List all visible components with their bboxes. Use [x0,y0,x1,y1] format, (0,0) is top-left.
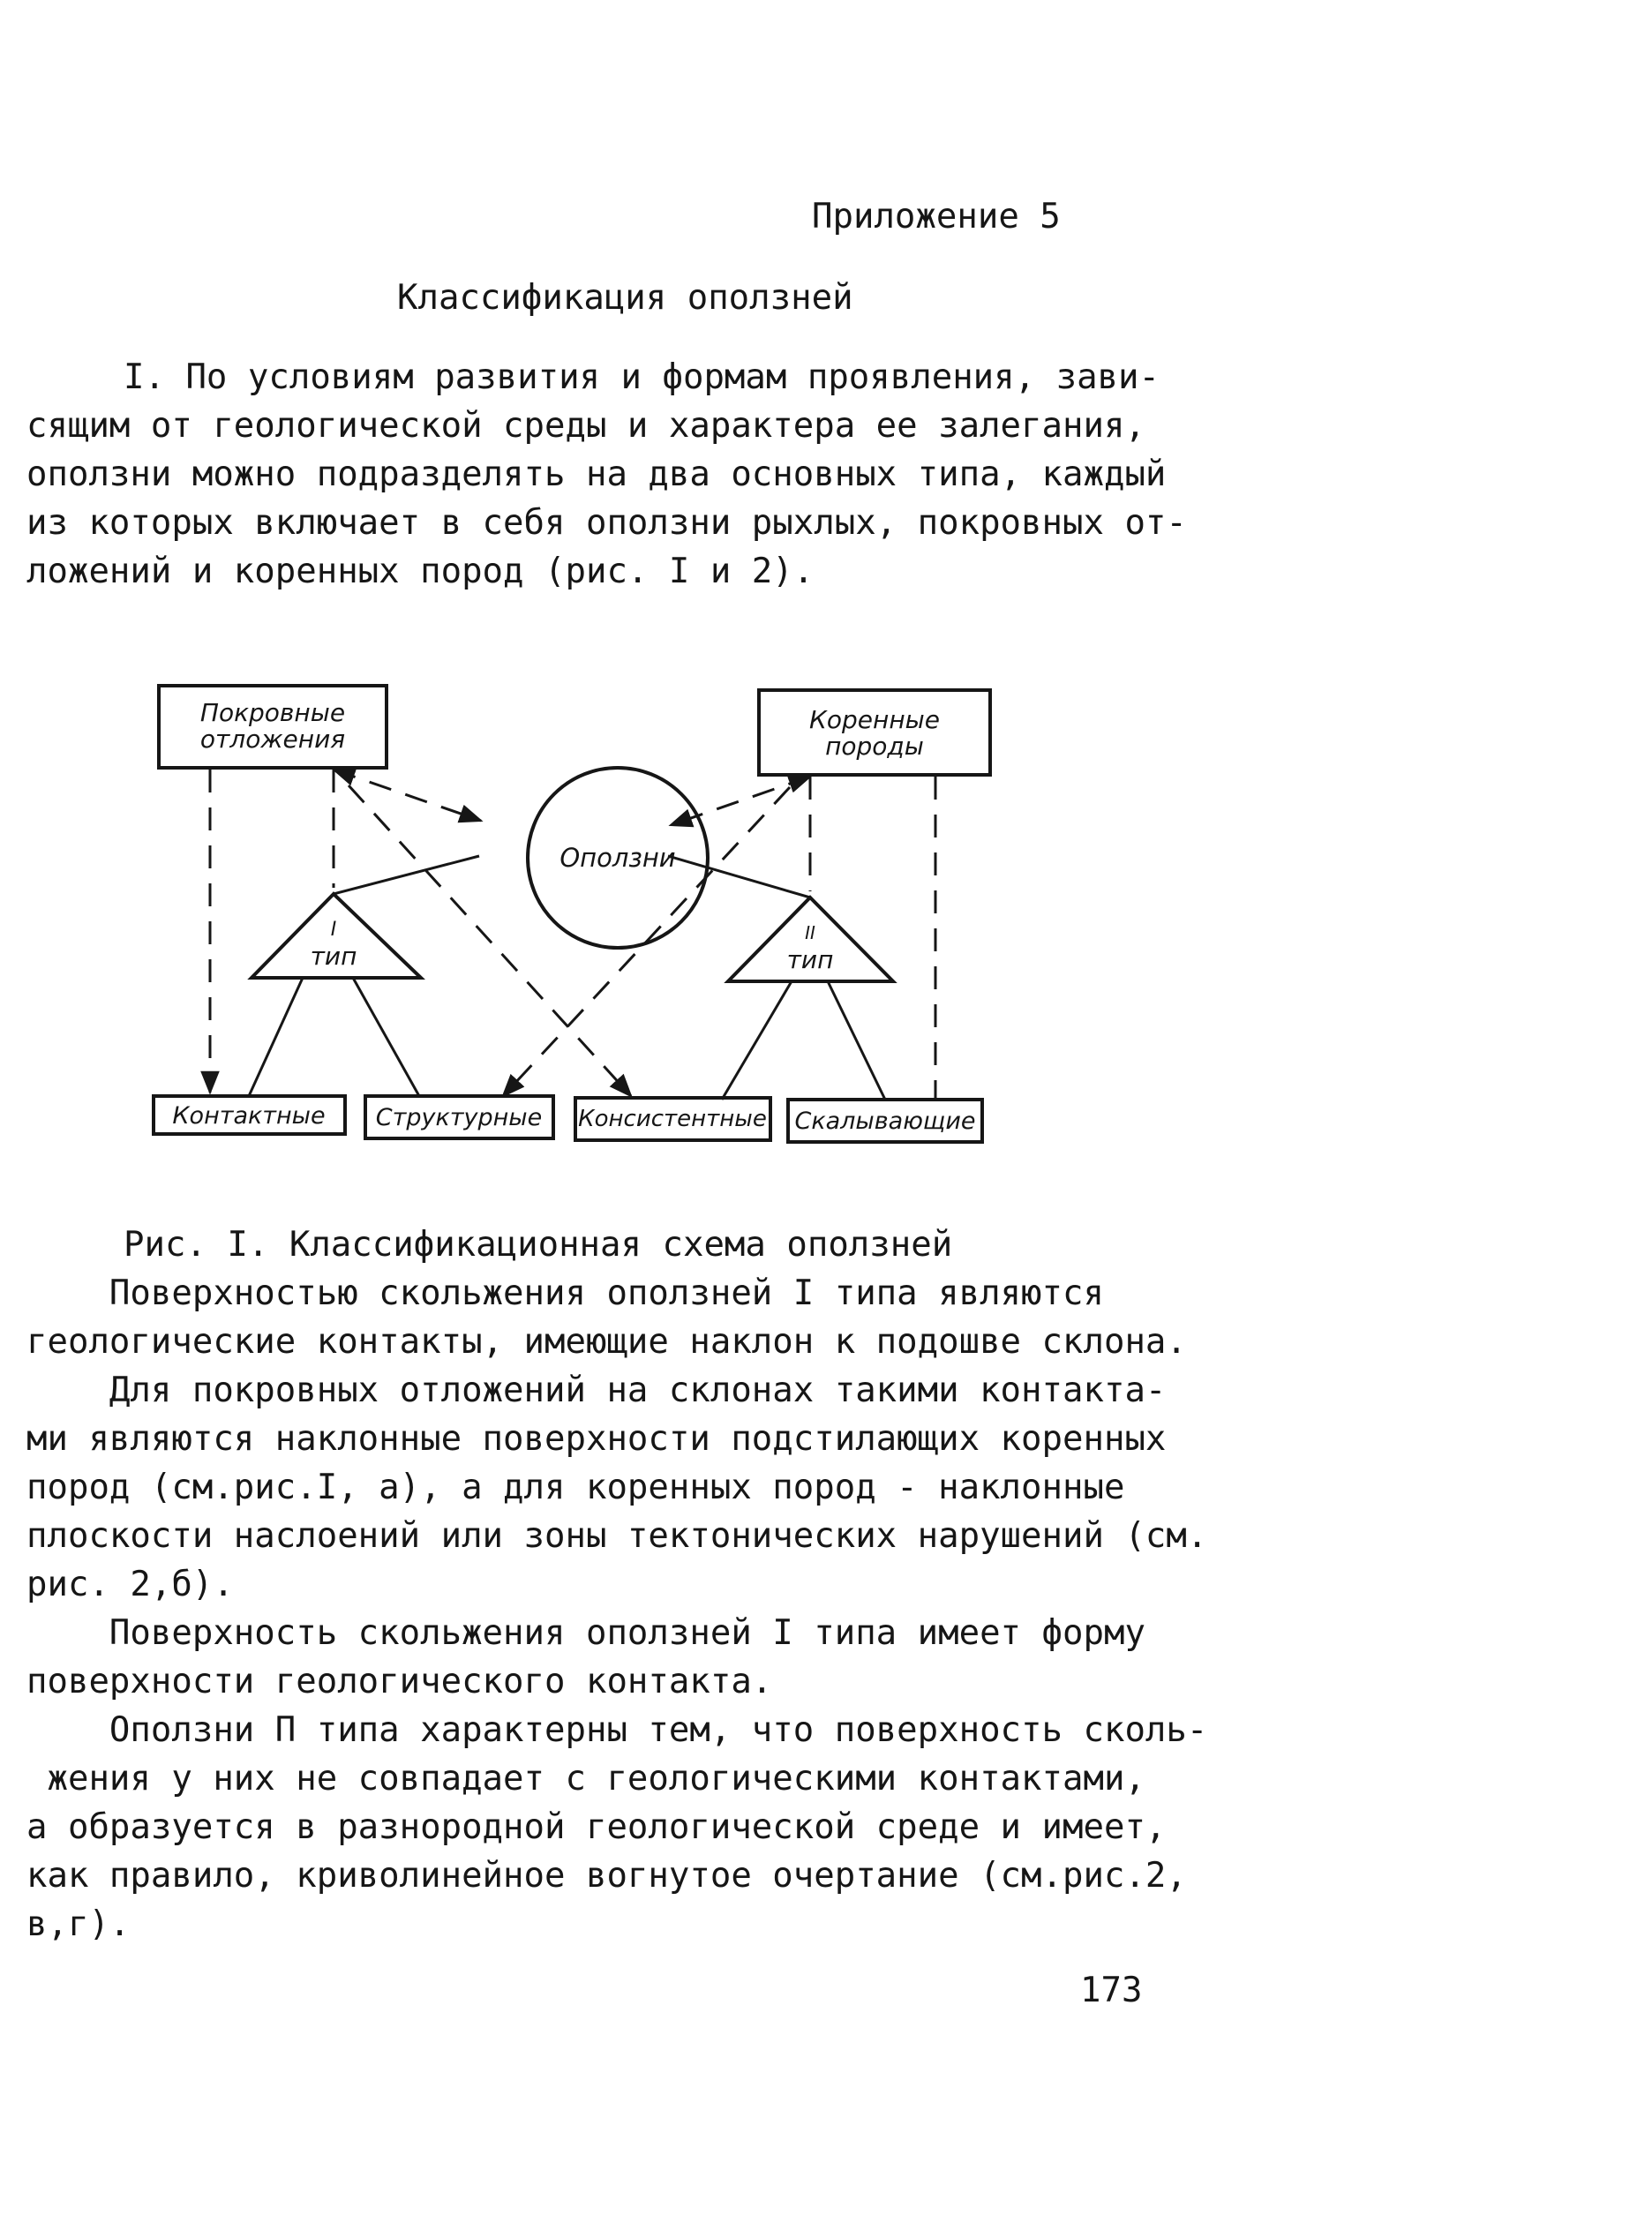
intro-line: сящим от геологической среды и характера ее залегания, [26,406,1145,446]
body-line: в,г). [26,1904,131,1944]
figure-caption: Рис. I. Классификационная схема оползней [124,1225,953,1265]
body-line: пород (см.рис.I, а), а для коренных пород - наклонные [26,1468,1125,1507]
cover-deposits-label: Покровные [199,698,346,727]
body-line: геологические контакты, имеющие наклон к подошве склона. [26,1322,1187,1362]
intro-line: из которых включает в себя оползни рыхлых, покровных от- [26,503,1187,543]
page-title: Классификация оползней [397,278,853,318]
intro-line: оползни можно подразделять на два основных типа, каждый [26,454,1167,494]
landslides-label: Оползни [559,843,676,873]
intro-line: I. По условиям развития и формам проявления, зави- [124,357,1160,397]
page-number: 173 [1080,1971,1143,2010]
body-line: Для покровных отложений на склонах такими контакта- [26,1371,1167,1410]
type-1-numeral: I [330,919,337,941]
type-1-label: тип [310,942,357,971]
body-line: ми являются наклонные поверхности подстилающих коренных [26,1419,1167,1459]
body-line: Поверхностью скольжения оползней I типа являются [26,1273,1104,1313]
bedrock-label: Коренные [809,705,940,734]
body-line: как правило, криволинейное вогнутое очертание (см.рис.2, [26,1856,1187,1896]
bedrock-label: породы [825,732,924,761]
body-line: Оползни П типа характерны тем, что поверхность сколь- [26,1710,1208,1750]
body-line: Поверхность скольжения оползней I типа имеет форму [26,1613,1145,1653]
type-2-label: тип [786,945,834,974]
intro-line: ложений и коренных пород (рис. I и 2). [26,552,815,591]
type-2-numeral: II [805,922,815,943]
structural-label: Структурные [375,1104,543,1131]
body-line: поверхности геологического контакта. [26,1662,773,1701]
body-line: жения у них не совпадает с геологическими контактами, [26,1759,1145,1799]
shear-label: Скалывающие [794,1108,976,1135]
consistency-label: Консистентные [578,1106,767,1132]
appendix-label: Приложение 5 [812,197,1061,237]
cover-deposits-label: отложения [199,725,346,754]
body-line: рис. 2,б). [26,1565,234,1604]
contact-label: Контактные [172,1102,326,1130]
body-line: плоскости наслоений или зоны тектонических нарушений (см. [26,1516,1208,1556]
body-line: а образуется в разнородной геологической среде и имеет, [26,1807,1167,1847]
